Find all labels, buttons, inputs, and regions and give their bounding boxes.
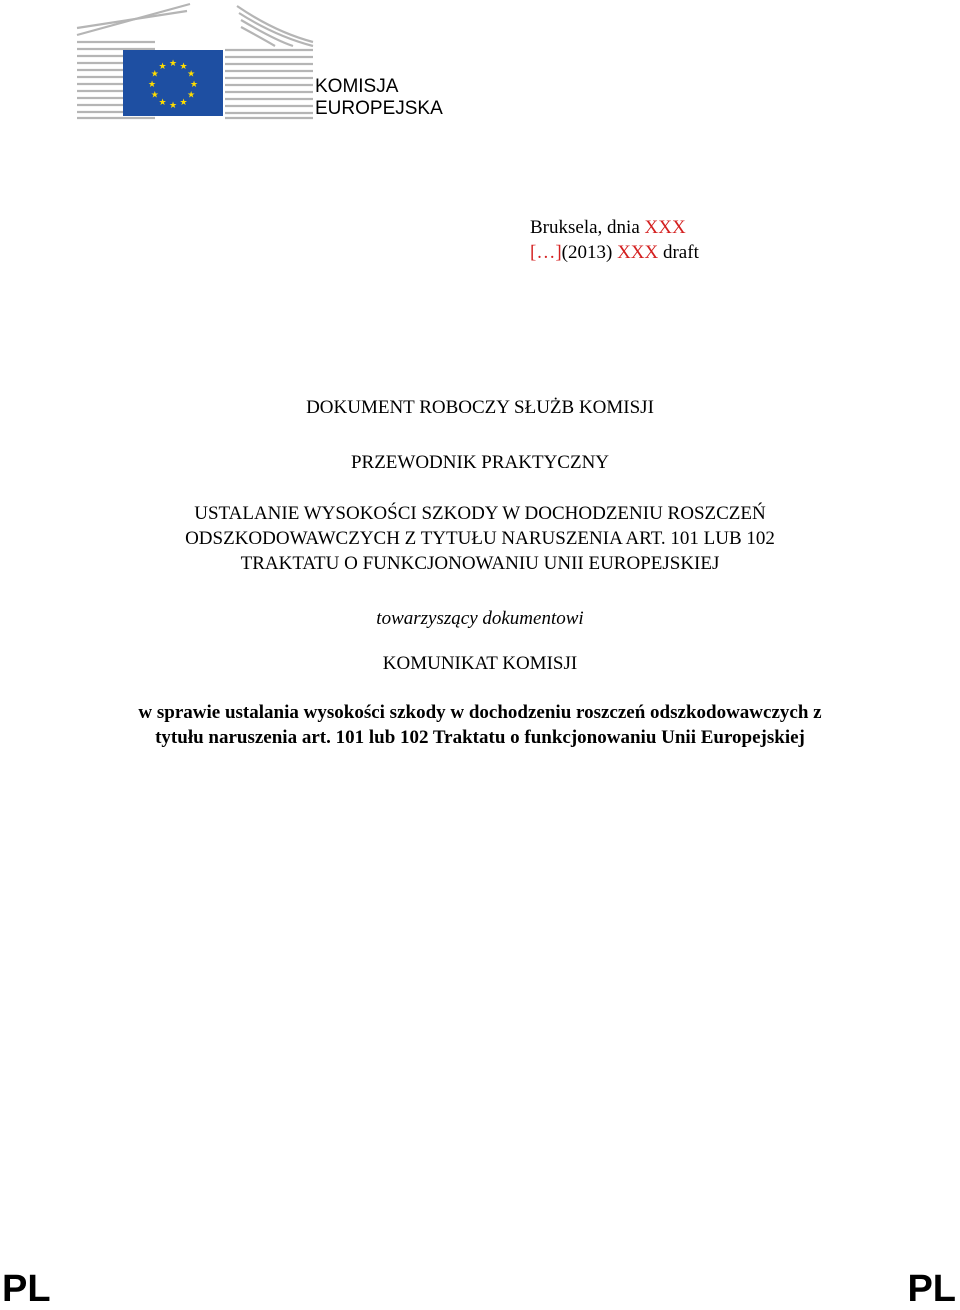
- document-type: DOKUMENT ROBOCZY SŁUŻB KOMISJI: [306, 397, 654, 418]
- city-prefix: Bruksela, dnia: [530, 217, 645, 238]
- svg-text:★: ★: [168, 101, 178, 111]
- title-line: ODSZKODOWAWCZYCH Z TYTUŁU NARUSZENIA ART. 101 LUB 102: [185, 528, 775, 549]
- ref-year: (2013): [561, 242, 618, 263]
- svg-text:★: ★: [147, 80, 157, 90]
- organisation-name: [315, 76, 443, 120]
- svg-text:★: ★: [150, 69, 159, 80]
- berlaymont-icon: [75, 2, 315, 122]
- ref-number: XXX: [617, 242, 659, 263]
- accompanying-text: towarzyszący dokumentowi: [376, 608, 584, 629]
- date-placeholder: XXX: [644, 217, 686, 238]
- language-code-right: PL: [907, 1268, 956, 1310]
- svg-text:★: ★: [168, 59, 178, 69]
- subject-text: [0, 700, 960, 750]
- svg-text:★: ★: [179, 98, 188, 109]
- ref-suffix: draft: [658, 242, 699, 263]
- svg-text:★: ★: [150, 90, 159, 101]
- svg-text:★: ★: [187, 69, 196, 80]
- org-name-line2: EUROPEJSKA: [315, 98, 443, 119]
- svg-text:★: ★: [179, 61, 188, 72]
- date-line: [530, 215, 699, 240]
- svg-text:★: ★: [189, 80, 199, 90]
- communication-heading: KOMUNIKAT KOMISJI: [382, 653, 578, 674]
- language-code-left: PL: [2, 1268, 51, 1310]
- document-title: [0, 501, 960, 576]
- org-name-line1: KOMISJA: [315, 76, 399, 97]
- svg-text:★: ★: [187, 90, 196, 101]
- ref-bracket: […]: [530, 242, 562, 263]
- title-line: USTALANIE WYSOKOŚCI SZKODY W DOCHODZENIU ROSZCZEŃ: [194, 503, 766, 524]
- document-subtitle: PRZEWODNIK PRAKTYCZNY: [350, 452, 610, 473]
- title-line: TRAKTATU O FUNKCJONOWANIU UNII EUROPEJSKIEJ: [240, 553, 720, 574]
- svg-text:★: ★: [158, 98, 167, 109]
- subject-line: w sprawie ustalania wysokości szkody w dochodzeniu roszczeń odszkodowawczych z: [138, 702, 822, 723]
- dateline: [530, 215, 699, 265]
- commission-logo: [75, 2, 475, 122]
- reference-line: [530, 240, 699, 265]
- subject-line: tytułu naruszenia art. 101 lub 102 Traktatu o funkcjonowaniu Unii Europejskiej: [155, 727, 805, 748]
- svg-text:★: ★: [158, 61, 167, 72]
